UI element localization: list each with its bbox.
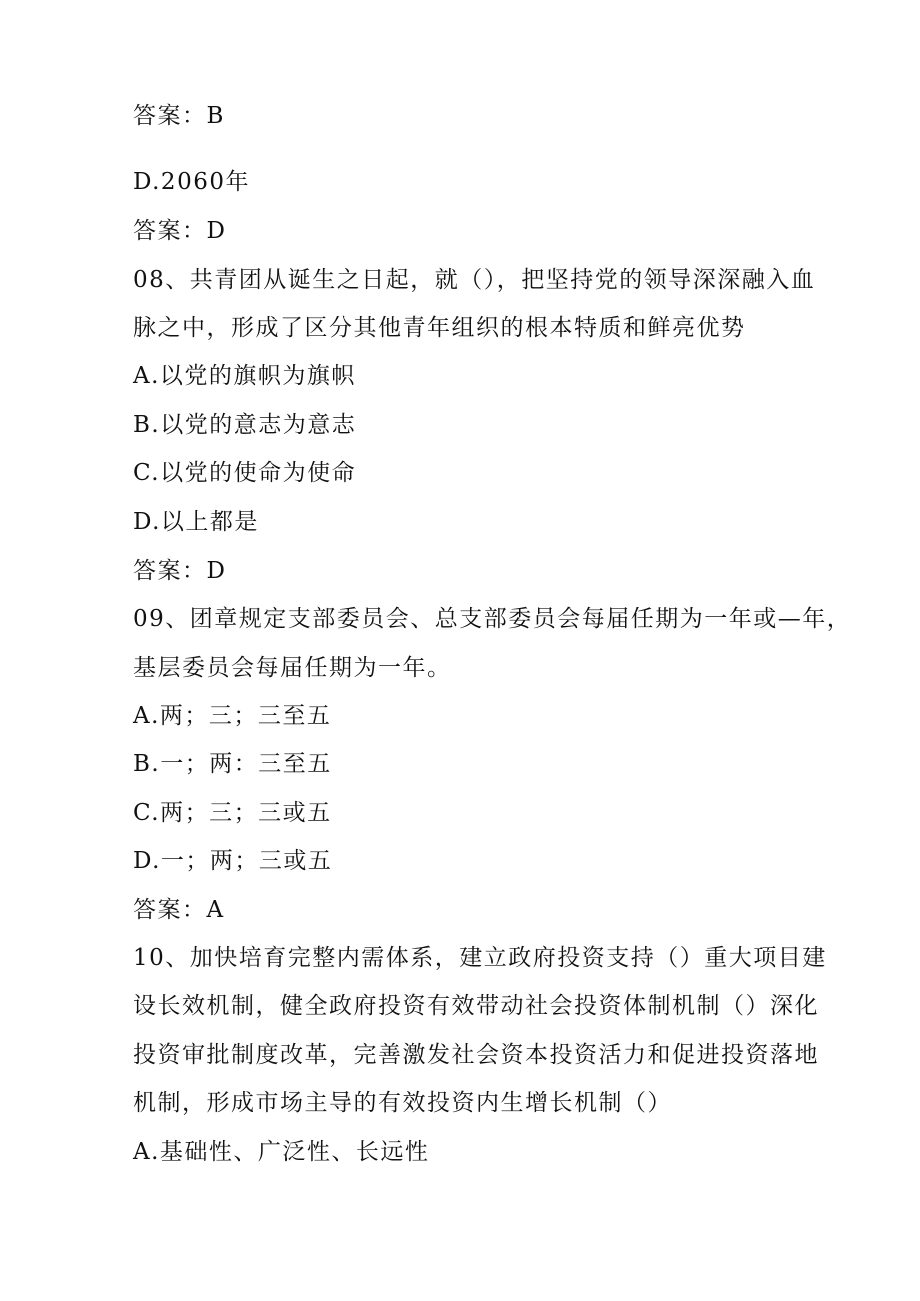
question-text: 脉之中，形成了区分其他青年组织的根本特质和鲜亮优势 — [133, 315, 746, 341]
question-text: 09、团章规定支部委员会、总支部委员会每届任期为一年或—年， — [133, 606, 852, 632]
option-line: D.2060年 — [133, 169, 250, 195]
answer-line: 答案：A — [133, 897, 225, 923]
option-line: D.一；两；三或五 — [133, 848, 333, 874]
question-text: 设长效机制，健全政府投资有效带动社会投资体制机制（）深化 — [133, 993, 819, 1019]
option-line: C.两；三；三或五 — [133, 800, 332, 826]
option-line: D.以上都是 — [133, 509, 259, 535]
answer-line: 答案：B — [133, 103, 225, 129]
option-line: B.一；两：三至五 — [133, 751, 332, 777]
answer-line: 答案：D — [133, 558, 227, 584]
option-line: B.以党的意志为意志 — [133, 412, 357, 438]
option-line: A.以党的旗帜为旗帜 — [133, 363, 356, 389]
option-line: A.两；三；三至五 — [133, 703, 332, 729]
option-line: C.以党的使命为使命 — [133, 460, 357, 486]
question-text: 机制，形成市场主导的有效投资内生增长机制（） — [133, 1090, 672, 1116]
option-line: A.基础性、广泛性、长远性 — [133, 1139, 430, 1165]
question-text: 投资审批制度改革，完善激发社会资本投资活力和促进投资落地 — [133, 1042, 819, 1068]
question-text: 10、加快培育完整内需体系，建立政府投资支持（）重大项目建 — [133, 945, 827, 971]
answer-line: 答案：D — [133, 218, 227, 244]
question-text: 08、共青团从诞生之日起，就（），把坚持党的领导深深融入血 — [133, 267, 816, 293]
question-text: 基层委员会每届任期为一年。 — [133, 655, 452, 681]
